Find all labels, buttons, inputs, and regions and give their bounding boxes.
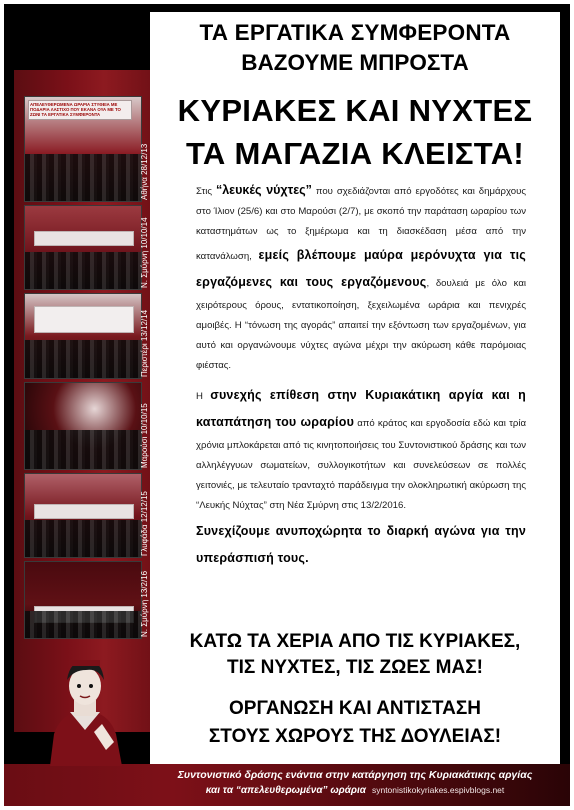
protest-photo-3 [24, 293, 142, 379]
headline-line-4: ΤΑ ΜΑΓΑΖΙΑ ΚΛΕΙΣΤΑ! [185, 136, 525, 171]
article-paragraph-2: Η συνεχής επίθεση στην Κυριακάτικη αργία και η καταπάτηση του ωραρίου από κράτος και εργοδοσία εδώ και τρία χρόνια μπλοκάρεται από τις κινητοποιήσεις του Συντονιστικού δράσης και των αλληλέγγυων σωματείων, συλλογικοτήτων και συνελεύσεων σε πολλές γειτονιές, με τελευταίο τρανταχτό παράδειγμα την ολοκληρωτική ακύρωση της “Λευκής Νύχτας” στη Νέα Σμύρνη στις 13/2/2016. [196, 388, 527, 511]
slogan-line-3: ΟΡΓΑΝΩΣΗ ΚΑΙ ΑΝΤΙΣΤΑΣΗ [229, 698, 481, 719]
protest-photo-4 [24, 382, 142, 470]
article-body [196, 180, 526, 572]
photo-caption-6: Ν. Σμύρνη 13/2/16 [140, 570, 149, 637]
slogan-line-2: ΤΙΣ ΝΥΧΤΕΣ, ΤΙΣ ΖΩΕΣ ΜΑΣ! [227, 657, 483, 678]
protest-photo-6 [24, 561, 142, 639]
protest-sign: ΑΠΕΛΕΥΘΕΡΩΜΕΝΑ ΩΡΑΡΙΑ ΣΤΥΘΕΙΑ ΜΕ ΠΟΔΑΡΙΑ ΛΑΣΤΙΧΟ ΠΟΥ ΕΚΑΝΑ ΟΥΑ ΜΕ ΤΟ ΖΩΝΙ ΤΑ ΕΡΓΑΤΙΚΑ ΣΥΜΦΕΡΟΝΤΑ [28, 100, 132, 120]
headline-line-1: ΤΑ ΕΡΓΑΤΙΚΑ ΣΥΜΦΕΡΟΝΤΑ [199, 20, 511, 45]
article-paragraph-3 [196, 518, 526, 572]
headline-line-3: ΚΥΡΙΑΚΕΣ ΚΑΙ ΝΥΧΤΕΣ [177, 93, 533, 128]
footer-blog-link[interactable]: syntonistikokyriakes.espivblogs.net [371, 785, 505, 795]
headline-line-2: ΒΑΖΟΥΜΕ ΜΠΡΟΣΤΑ [241, 50, 469, 75]
protest-photo-5 [24, 473, 142, 558]
footer-organization: Συντονιστικό δράσης ενάντια στην κατάργηση της Κυριακάτικης αργίας [177, 769, 533, 781]
emphasis-continue: Συνεχίζουμε ανυποχώρητα το διαρκή αγώνα για την υπεράσπισή τους. [196, 524, 526, 565]
emphasis-black-days: εμείς βλέπουμε μαύρα μερόνυχτα για τις εργαζόμενες και τους εργαζόμενους [196, 248, 527, 289]
photo-caption-4: Μαρούσι 10/10/15 [140, 403, 149, 468]
slogan-line-4: ΣΤΟΥΣ ΧΩΡΟΥΣ ΤΗΣ ΔΟΥΛΕΙΑΣ! [208, 726, 502, 747]
emphasis-sunday-attack: συνεχής επίθεση στην Κυριακάτικη αργία και η καταπάτηση του ωραρίου [196, 388, 527, 429]
photo-caption-3: Περιστέρι 13/12/14 [140, 309, 149, 377]
slogan-line-1: ΚΑΤΩ ΤΑ ΧΕΡΙΑ ΑΠΟ ΤΙΣ ΚΥΡΙΑΚΕΣ, [189, 631, 521, 652]
photo-caption-5: Γλυφάδα 12/12/15 [140, 491, 149, 556]
worker-figure-illustration [40, 646, 130, 766]
protest-photo-2 [24, 205, 142, 290]
quote-white-nights: “λευκές νύχτες” [215, 183, 312, 197]
footer-subtitle: και τα “απελευθερωμένα” ωράρια syntonistikokyriakes.espivblogs.net [205, 785, 505, 796]
photo-caption-1: Αθήνα 28/12/13 [140, 143, 149, 200]
article-paragraph-1: Στις “λευκές νύχτες” που σχεδιάζονται από εργοδότες και δημάρχους στο Ίλιον (25/6) και στο Μαρούσι (2/7), με σκοπό την παράταση ωραρίου των καταστημάτων ως το ξημέρωμα και τη διασκέδαση μέσα από την κατανάλωση, εμείς βλέπουμε μαύρα μερόνυχτα για τις εργαζόμενες και τους εργαζόμενους, δουλειά με όλο και χειρότερους όρους, εντατικοποίηση, ξεχειλωμένα ωράρια και πενιχρές αμοιβές. Η “τόνωση της αγοράς” απαιτεί την εξόντωση των εργαζομένων, για αυτό και οργανώνουμε νύχτες αγώνα μέχρι την ακύρωση κάθε παρόμοιας φιέστας. [196, 183, 527, 371]
photo-caption-2: Ν. Σμύρνη 10/10/14 [140, 217, 149, 288]
